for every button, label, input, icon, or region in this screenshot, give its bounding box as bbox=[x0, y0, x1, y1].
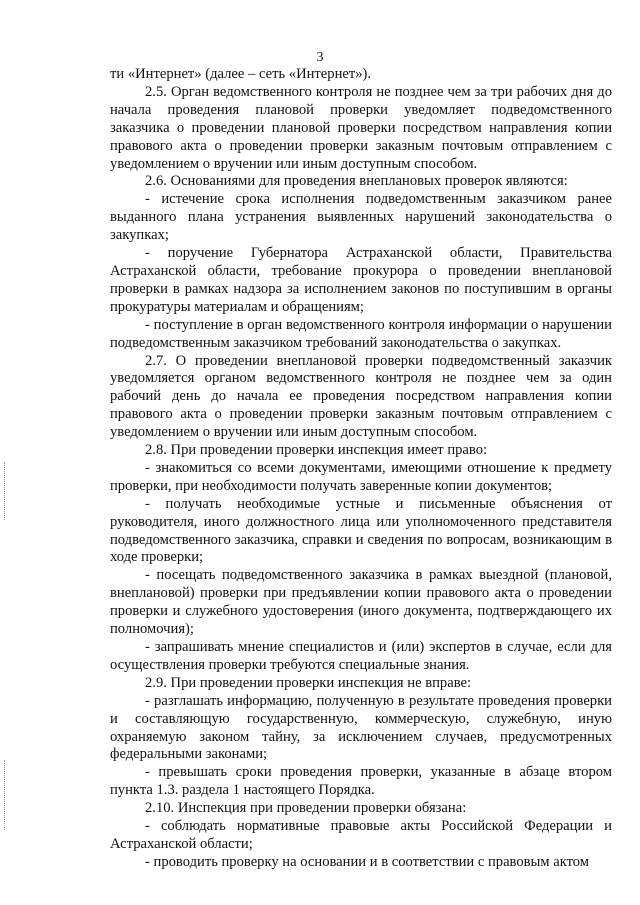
list-item: - разглашать информацию, полученную в результате проведения проверки и составляющую государственную, коммерческую, служебную, иную охраняемую законом тайну, за исключением случаев, предусмотренных федеральными законами; bbox=[110, 692, 612, 763]
list-item: - посещать подведомственного заказчика в рамках выездной (плановой, внеплановой) проверки при предъявлении копии правового акта о проведении проверки и служебного удостоверения (иного документа, подтверждающего их полномочия); bbox=[110, 567, 612, 638]
paragraph: 2.8. При проведении проверки инспекция имеет право: bbox=[145, 442, 488, 459]
list-item: - превышать сроки проведения проверки, указанные в абзаце втором пункта 1.3. раздела 1 настоящего Порядка. bbox=[110, 764, 612, 799]
page-number: 3 bbox=[316, 50, 324, 65]
list-item: - истечение срока исполнения подведомственным заказчиком ранее выданного плана устранения выявленных нарушений законодательства о закупках; bbox=[110, 191, 612, 244]
list-item: - поступление в орган ведомственного контроля информации о нарушении подведомственным заказчиком требований законодательства о закупках. bbox=[110, 316, 612, 351]
paragraph: ти «Интернет» (далее – сеть «Интернет»). bbox=[110, 66, 372, 82]
paragraph: 2.10. Инспекция при проведении проверки обязана: bbox=[145, 800, 467, 817]
paragraph: 2.7. О проведении внеплановой проверки подведомственный заказчик уведомляется органом ведомственного контроля не позднее чем за один рабочий день до начала ее проведения посредством направления копии правового акта о проведении проверки заказным почтовым отправлением с уведомлением о вручении или иным доступным способом. bbox=[110, 352, 612, 441]
margin-scan-mark bbox=[4, 760, 8, 830]
list-item: - запрашивать мнение специалистов и (или) экспертов в случае, если для осуществления проверки требуются специальные знания. bbox=[110, 639, 612, 673]
list-item: - проводить проверку на основании и в соответствии с правовым актом bbox=[145, 853, 590, 870]
margin-scan-mark bbox=[4, 462, 8, 520]
list-item: - соблюдать нормативные правовые акты Российской Федерации и Астраханской области; bbox=[110, 818, 612, 852]
list-item: - получать необходимые устные и письменные объяснения от руководителя, иного должностного лица или уполномоченного представителя подведомственного заказчика, справки и сведения по вопросам, возникающим в ходе проверки; bbox=[110, 495, 612, 566]
list-item: - знакомиться со всеми документами, имеющими отношение к предмету проверки, при необходимости получать заверенные копии документов; bbox=[110, 459, 612, 494]
paragraph: 2.9. При проведении проверки инспекция не вправе: bbox=[145, 674, 472, 691]
list-item: - поручение Губернатора Астраханской области, Правительства Астраханской области, требование прокурора о проведении внеплановой проверки в рамках надзора за исполнением законов по поступившим в органы прокуратуры материалам и обращениям; bbox=[110, 245, 612, 315]
paragraph: 2.5. Орган ведомственного контроля не позднее чем за три рабочих дня до начала проведения плановой проверки уведомляет подведомственного заказчика о проведении плановой проверки посредством направления копии правового акта о проведении проверки заказным почтовым отправлением с уведомлением о вручении или иным доступным способом. bbox=[110, 83, 612, 172]
paragraph: 2.6. Основаниями для проведения внеплановых проверок являются: bbox=[145, 173, 568, 190]
document-body bbox=[110, 66, 612, 872]
